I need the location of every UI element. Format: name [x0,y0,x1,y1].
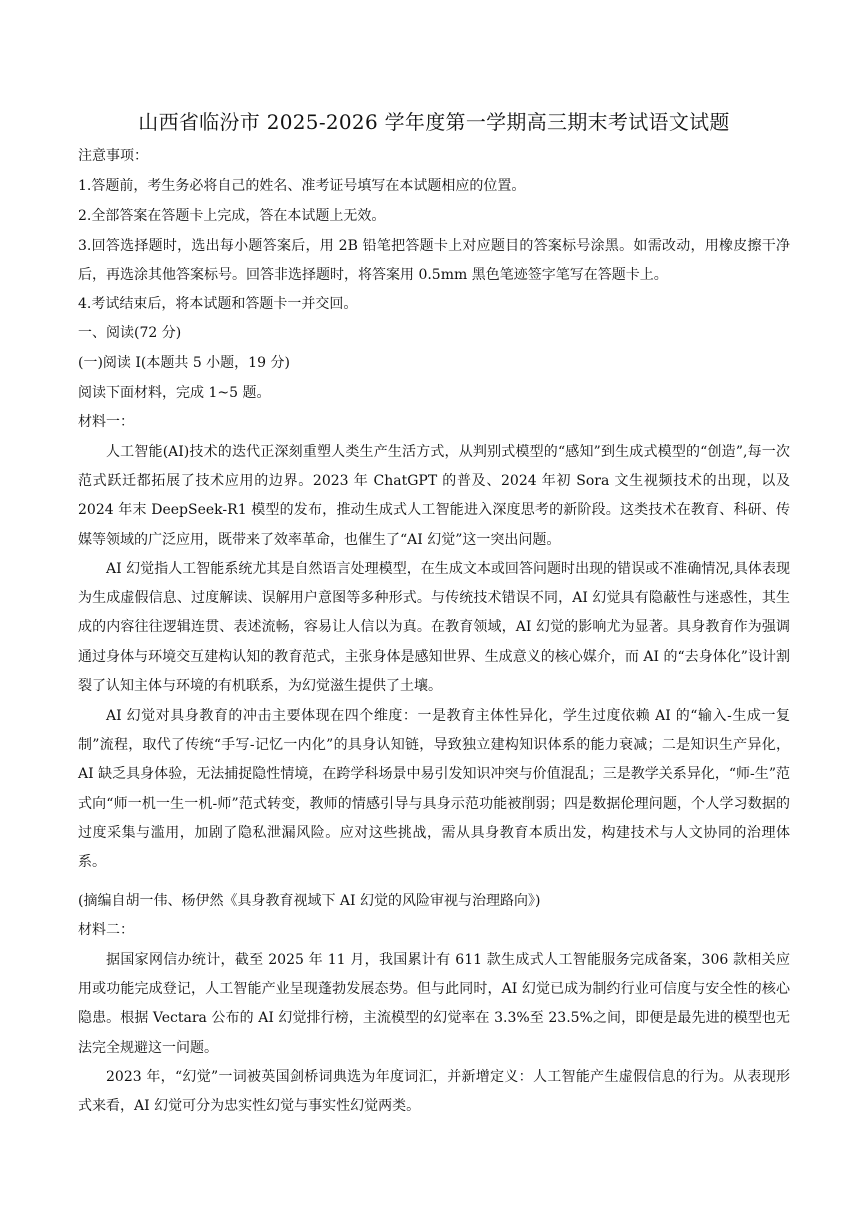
material1-paragraph-2: AI 幻觉指人工智能系统尤其是自然语言处理模型，在生成文本或回答问题时出现的错误或不准确情况,具体表现为生成虚假信息、过度解读、误解用户意图等多种形式。与传统技术错误不同，AI 幻觉具有隐蔽性与迷惑性，其生成的内容往往逻辑连贯、表述流畅，容易让人信以为真。在教育领域，AI 幻觉的影响尤为显著。具身教育作为强调通过身体与环境交互建构认知的教育范式，主张身体是感知世界、生成意义的核心媒介，而 AI 的“去身体化”设计割裂了认知主体与环境的有机联系，为幻觉滋生提供了土壤。 [78,561,790,694]
section-heading: 一、阅读(72 分) [78,325,182,341]
section-subheading: (一)阅读 I(本题共 5 小题，19 分) [78,355,290,371]
material1-paragraph-1: 人工智能(AI)技术的迭代正深刻重塑人类生产生活方式，从判别式模型的“感知”到生成式模型的“创造”,每一次范式跃迁都拓展了技术应用的边界。2023 年 ChatGPT 的普及、2024 年初 Sora 文生视频技术的出现，以及 2024 年末 DeepSeek-R1 模型的发布，推动生成式人工智能进入深度思考的新阶段。这类技术在教育、科研、传媒等领域的广泛应用，既带来了效率革命，也催生了“AI 幻觉”这一突出问题。 [78,444,790,548]
material1-label: 材料一： [78,414,134,430]
material1-paragraph-3: AI 幻觉对具身教育的冲击主要体现在四个维度：一是教育主体性异化，学生过度依赖 AI 的“输入-生成一复制”流程，取代了传统“手写-记忆一内化”的具身认知链，导致独立建构知识体系的能力衰减；二是知识生产异化，AI 缺乏具身体验，无法捕捉隐性情境，在跨学科场景中易引发知识冲突与价值混乱；三是教学关系异化，“师-生”范式向“师一机一生一机-师”范式转变，教师的情感引导与具身示范功能被削弱；四是数据伦理问题，个人学习数据的过度采集与滥用，加剧了隐私泄漏风险。应对这些挑战，需从具身教育本质出发，构建技术与人文协同的治理体系。 [78,708,790,871]
material2-label: 材料二： [78,922,134,938]
material1-source: (摘编自胡一伟、杨伊然《具身教育视域下 AI 幻觉的风险审视与治理路向》) [78,893,541,909]
notice-item-1: 1.答题前，考生务必将自己的姓名、准考证号填写在本试题相应的位置。 [78,178,526,194]
notice-item-3: 3.回答选择题时，选出每小题答案后，用 2B 铅笔把答题卡上对应题目的答案标号涂黑。如需改动，用橡皮擦干净后，再选涂其他答案标号。回答非选择题时，将答案用 0.5mm 黑色笔迹签字笔写在答题卡上。 [78,238,790,284]
material2-paragraph-2: 2023 年，“幻觉”一词被英国剑桥词典选为年度词汇，并新增定义：人工智能产生虚假信息的行为。从表现形式来看，AI 幻觉可分为忠实性幻觉与事实性幻觉两类。 [78,1069,790,1115]
notice-item-2: 2.全部答案在答题卡上完成，答在本试题上无效。 [78,208,386,224]
material2-paragraph-1: 据国家网信办统计，截至 2025 年 11 月，我国累计有 611 款生成式人工智能服务完成备案，306 款相关应用或功能完成登记，人工智能产业呈现蓬勃发展态势。但与此同时，AI 幻觉已成为制约行业可信度与安全性的核心隐患。根据 Vectara 公布的 AI 幻觉排行榜，主流模型的幻觉率在 3.3%至 23.5%之间，即便是最先进的模型也无法完全规避这一问题。 [78,952,790,1056]
notice-item-4: 4.考试结束后，将本试题和答题卡一并交回。 [78,296,358,312]
section-instruction: 阅读下面材料，完成 1~5 题。 [78,385,271,401]
page-title: 山西省临汾市 2025-2026 学年度第一学期高三期末考试语文试题 [138,110,730,134]
notice-heading: 注意事项： [78,148,148,164]
